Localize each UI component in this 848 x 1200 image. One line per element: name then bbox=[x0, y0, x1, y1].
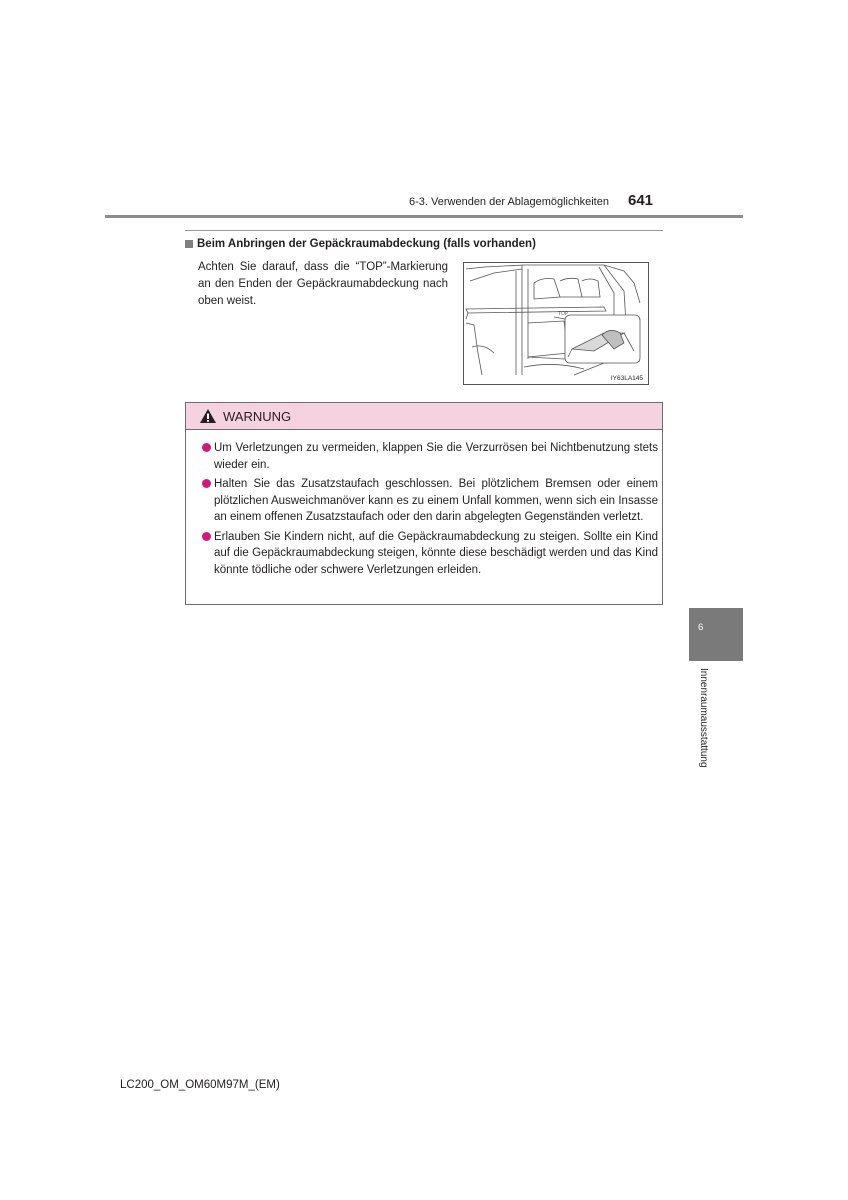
section-heading-text: Beim Anbringen der Gepäckraumabdeckung (falls vorhanden) bbox=[197, 238, 536, 250]
warning-item-text: Halten Sie das Zusatzstaufach geschlossen. Bei plötzlichem Bremsen oder einem plötzlichen Ausweichmanöver kann es zu einem Unfall kommen, wenn sich ein Insasse an einem offenen Zusatzstaufach oder den darin abgelegten Gegenständen verletzt. bbox=[214, 478, 658, 523]
bullet-dot-icon bbox=[202, 443, 211, 452]
warning-label: WARNUNG bbox=[223, 408, 292, 424]
chapter-tab bbox=[689, 608, 743, 661]
cargo-area-drawing bbox=[464, 263, 648, 384]
figure-id: IY63LA145 bbox=[610, 375, 643, 382]
warning-box bbox=[185, 402, 663, 605]
warning-list bbox=[201, 440, 658, 581]
warning-item-text: Um Verletzungen zu vermeiden, klappen Sie die Verzurrösen bei Nichtbenutzung stets wieder ein. bbox=[214, 442, 658, 471]
footer-code: LC200_OM_OM60M97M_(EM) bbox=[120, 1079, 280, 1091]
instruction-text: Achten Sie darauf, dass die “TOP”-Markierung an den Enden der Gepäckraumabdeckung nach oben weist. bbox=[198, 261, 448, 307]
warning-item bbox=[201, 476, 658, 526]
warning-item bbox=[201, 529, 658, 579]
warning-item-text: Erlauben Sie Kindern nicht, auf die Gepäckraumabdeckung zu steigen. Sollte ein Kind auf die Gepäckraumabdeckung steigen, könnte diese beschädigt werden und das Kind könnte tödliche oder schwere Verletzungen erleiden. bbox=[214, 530, 658, 576]
square-bullet-icon bbox=[185, 240, 193, 248]
warning-triangle-icon bbox=[199, 408, 217, 424]
section-rule bbox=[185, 230, 663, 231]
bullet-dot-icon bbox=[202, 479, 211, 488]
section-heading bbox=[185, 238, 536, 250]
warning-header bbox=[186, 403, 662, 430]
bullet-dot-icon bbox=[202, 532, 211, 541]
chapter-number: 6 bbox=[698, 622, 704, 633]
page-number: 641 bbox=[628, 192, 654, 209]
header-rule bbox=[105, 215, 743, 218]
svg-text:TOP: TOP bbox=[558, 311, 569, 317]
cargo-cover-illustration bbox=[463, 262, 649, 385]
warning-item bbox=[201, 440, 658, 473]
section-title: 6-3. Verwenden der Ablagemöglichkeiten bbox=[409, 196, 609, 208]
chapter-label: Innenraumausstattung bbox=[698, 668, 709, 768]
